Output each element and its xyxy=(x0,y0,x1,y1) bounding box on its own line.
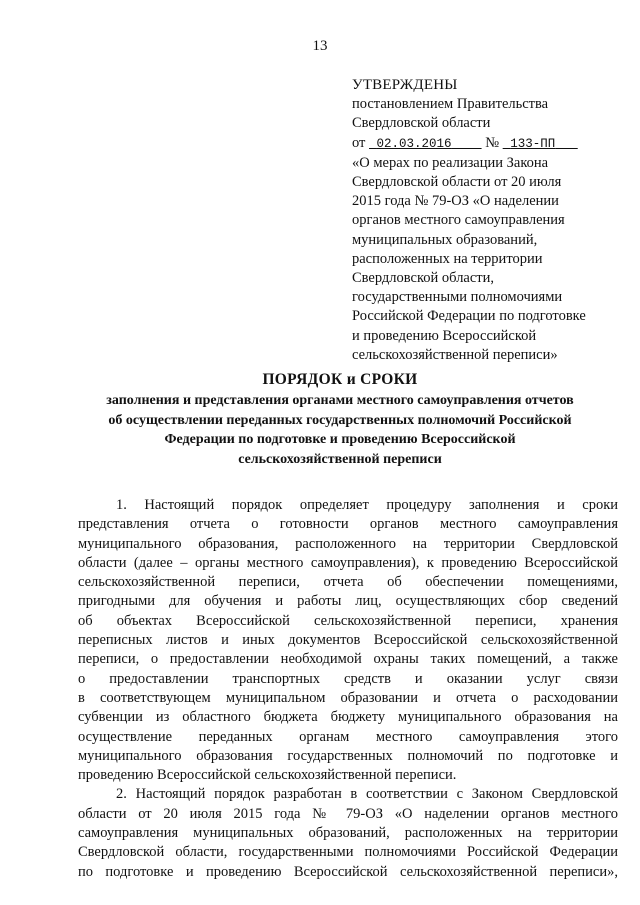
paragraph-1-line: муниципального образования, расположенного на территории Свердловской xyxy=(78,535,618,552)
from-label: от xyxy=(352,134,366,151)
resolution-line: расположенных на территории xyxy=(352,250,543,267)
paragraph-1-line: субвенции из областного бюджета бюджету муниципального образования на xyxy=(78,709,618,726)
paragraph-1-line: представления отчета о готовности органов местного самоуправления xyxy=(78,516,618,533)
resolution-line: государственными полномочиями xyxy=(352,289,563,306)
paragraph-1-line: пригодными для обучения и работы лиц, осуществляющих сбор сведений xyxy=(78,593,618,610)
resolution-line: и проведению Всероссийской xyxy=(352,327,537,344)
paragraph-2-line: самоуправления муниципальных образований, расположенных на территории xyxy=(78,825,618,842)
approval-block xyxy=(352,76,612,365)
subtitle-line: Федерации по подготовке и проведению Всероссийской xyxy=(164,432,516,447)
approval-line-2: Свердловской области xyxy=(352,115,491,132)
page-number: 13 xyxy=(312,38,328,54)
paragraph-1-line: переписных листов и иных документов Всероссийской сельскохозяйственной xyxy=(78,632,618,649)
paragraph-2-line: Свердловской области, государственными полномочиями Российской Федерации xyxy=(78,844,618,861)
paragraph-1-line: переписи, о предоставлении необходимой охраны таких помещений, а также xyxy=(78,651,618,668)
document-title: ПОРЯДОК и СРОКИ xyxy=(262,371,418,388)
resolution-line: Свердловской области от 20 июля xyxy=(352,174,562,191)
paragraph-2-line: по подготовке и проведению Всероссийской сельскохозяйственной переписи», xyxy=(78,863,618,880)
paragraph-1-line: о предоставлении транспортных средств и оказании услуг связи xyxy=(78,670,618,687)
paragraph-1-line: сельскохозяйственной переписи, отчета об обеспечении помещениями, xyxy=(78,574,618,591)
subtitle-line: заполнения и представления органами местного самоуправления отчетов xyxy=(106,393,574,408)
document-body xyxy=(78,496,618,882)
paragraph-1-line: области (далее – органы местного самоуправления), к проведению Всероссийской xyxy=(78,554,618,571)
resolution-line: органов местного самоуправления xyxy=(352,212,565,229)
subtitle-line: сельскохозяйственной переписи xyxy=(238,451,442,467)
document-subtitle xyxy=(60,391,620,469)
resolution-line: «О мерах по реализации Закона xyxy=(352,154,549,171)
approval-date: 02.03.2016 xyxy=(376,136,452,151)
resolution-line: Российской Федерации по подготовке xyxy=(352,308,586,325)
paragraph-1-line: 1. Настоящий порядок определяет процедуру заполнения и сроки xyxy=(116,497,618,513)
approval-title: УТВЕРЖДЕНЫ xyxy=(352,77,458,93)
resolution-line: сельскохозяйственной переписи» xyxy=(352,346,558,363)
approval-line-1: постановлением Правительства xyxy=(352,96,549,113)
approval-number: 133-ПП xyxy=(510,136,556,151)
paragraph-1-line: в соответствующем муниципальном образовании и отчета о расходовании xyxy=(78,689,618,706)
paragraph-1-line: об объектах Всероссийской сельскохозяйственной переписи, хранения xyxy=(78,612,618,629)
paragraph-1-line: осуществление переданных органам местного самоуправления этого xyxy=(78,728,618,745)
paragraph-2-line: области от 20 июля 2015 года № 79-ОЗ «О наделении органов местного xyxy=(78,805,618,822)
paragraph-1-line: проведению Всероссийской сельскохозяйственной переписи. xyxy=(78,767,457,784)
number-label: № xyxy=(485,134,500,151)
subtitle-line: об осуществлении переданных государственных полномочий Российской xyxy=(108,412,572,428)
paragraph-1-line: муниципального образования государственных полномочий по подготовке и xyxy=(78,747,618,764)
resolution-line: 2015 года № 79-ОЗ «О наделении xyxy=(352,193,559,210)
paragraph-2-line: 2. Настоящий порядок разработан в соответствии с Законом Свердловской xyxy=(116,786,618,803)
approval-date-line xyxy=(352,134,612,154)
resolution-line: муниципальных образований, xyxy=(352,231,538,248)
resolution-line: Свердловской области, xyxy=(352,270,495,287)
